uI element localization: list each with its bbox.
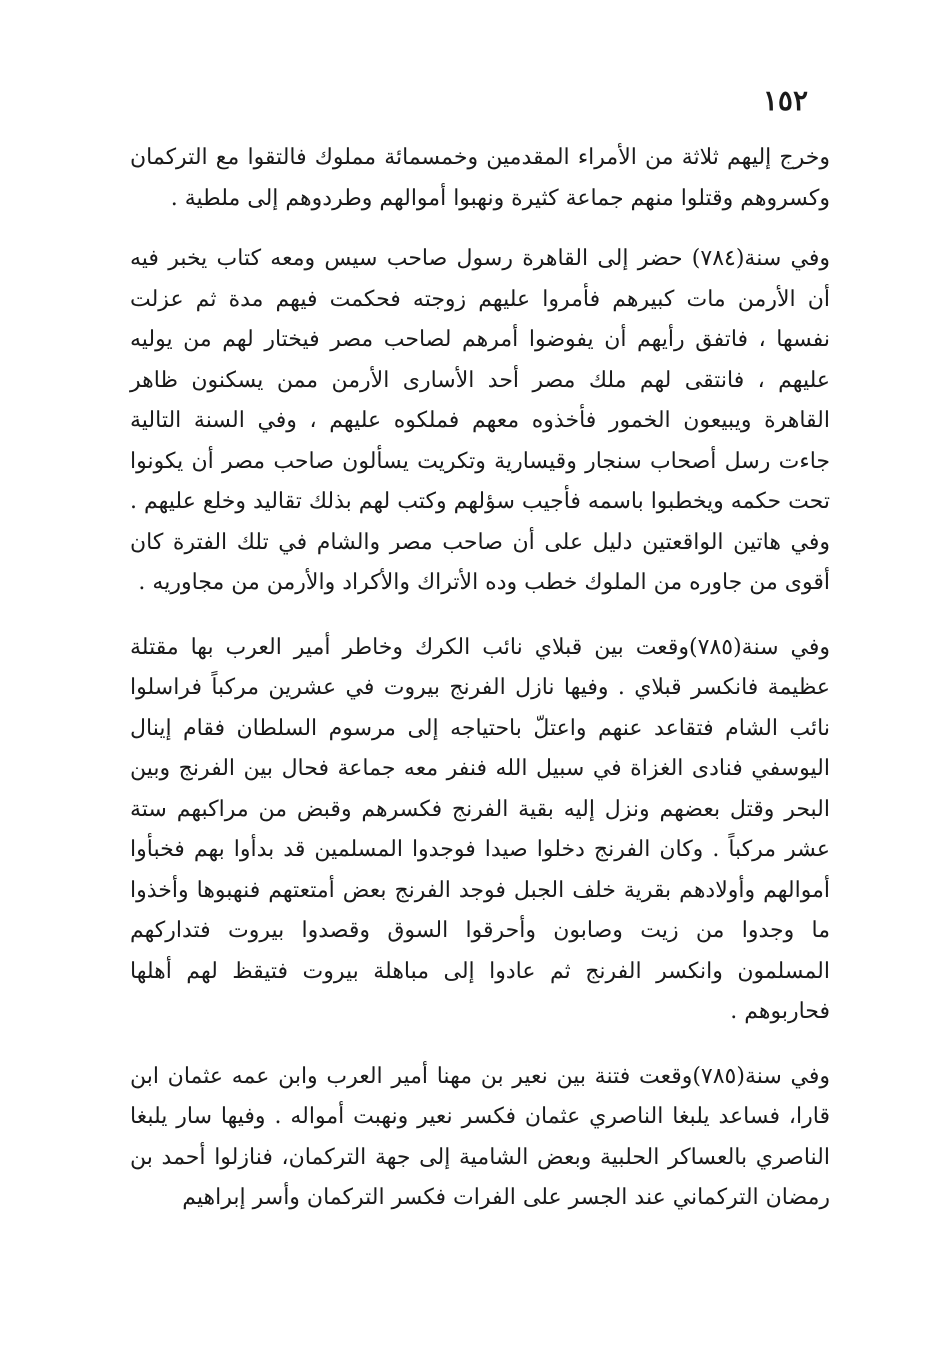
page-number: ١٥٢ (762, 84, 808, 117)
paragraph-1: وخرج إليهم ثلاثة من الأمراء المقدمين وخمسمائة مملوك فالتقوا مع التركمان وكسروهم وقتلوا منهم جماعة كثيرة ونهبوا أموالهم وطردوهم إلى ملطية . (130, 145, 830, 211)
paragraph-2: وفي سنة(٧٨٤) حضر إلى القاهرة رسول صاحب سيس ومعه كتاب يخبر فيه أن الأرمن مات كبيرهم فأمروا عليهم زوجته فحكمت فيهم مدة ثم عزلت نفسها ، فاتفق رأيهم أن يفوضوا أمرهم لصاحب مصر فيختار لهم من يوليه عليهم ، فانتقى لهم ملك مصر أحد الأسارى الأرمن ممن يسكنون ظاهر القاهرة ويبيعون الخمور فأخذوه معهم فملكوه عليهم ، وفي السنة التالية جاءت رسل أصحاب سنجار وقيسارية وتكريت يسألون صاحب مصر أن يكونوا تحت حكمه ويخطبوا باسمه فأجيب سؤلهم وكتب لهم بذلك تقاليد وخلع عليهم . وفي هاتين الواقعتين دليل على أن صاحب مصر والشام في تلك الفترة كان أقوى من جاوره من الملوك خطب وده الأتراك والأكراد والأرمن من مجاوريه . (130, 246, 831, 595)
paragraph-4: وفي سنة(٧٨٥)وقعت فتنة بين نعير بن مهنا أمير العرب وابن عمه عثمان ابن قارا، فساعد يلبغا الناصري عثمان فكسر نعير ونهبت أمواله . وفيها سار يلبغا الناصري بالعساكر الحلبية وبعض الشامية إلى جهة التركمان، فنازلوا أحمد بن رمضان التركماني عند الجسر على الفرات فكسر التركمان وأسر إبراهيم (130, 1063, 831, 1210)
paragraph-3: وفي سنة(٧٨٥)وقعت بين قبلاي نائب الكرك وخاطر أمير العرب بها مقتلة عظيمة فانكسر قبلاي . وفيها نازل الفرنج بيروت في عشرين مركباً فراسلوا نائب الشام فتقاعد عنهم واعتلّ باحتياجه إلى مرسوم السلطان فقام إينال اليوسفي فنادى الغزاة في سبيل الله فنفر معه جماعة فحال بين الفرنج وبين البحر وقتل بعضهم ونزل إليه بقية الفرنج فكسرهم وقبض من مراكبهم ستة عشر مركباً . وكان الفرنج دخلوا صيدا فوجدوا المسلمين قد بدأوا بهم فخبأوا أموالهم وأولادهم بقرية خلف الجبل فوجد الفرنج بعض أمتعتهم فنهبوها وأخذوا ما وجدوا من زيت وصابون وأحرقوا السوق وقصدوا بيروت فتداركهم المسلمون وانكسر الفرنج ثم عادوا إلى مباهلة بيروت فتيقظ لهم أهلها فحاربوهم . (130, 634, 830, 1024)
body-text (130, 138, 830, 1219)
